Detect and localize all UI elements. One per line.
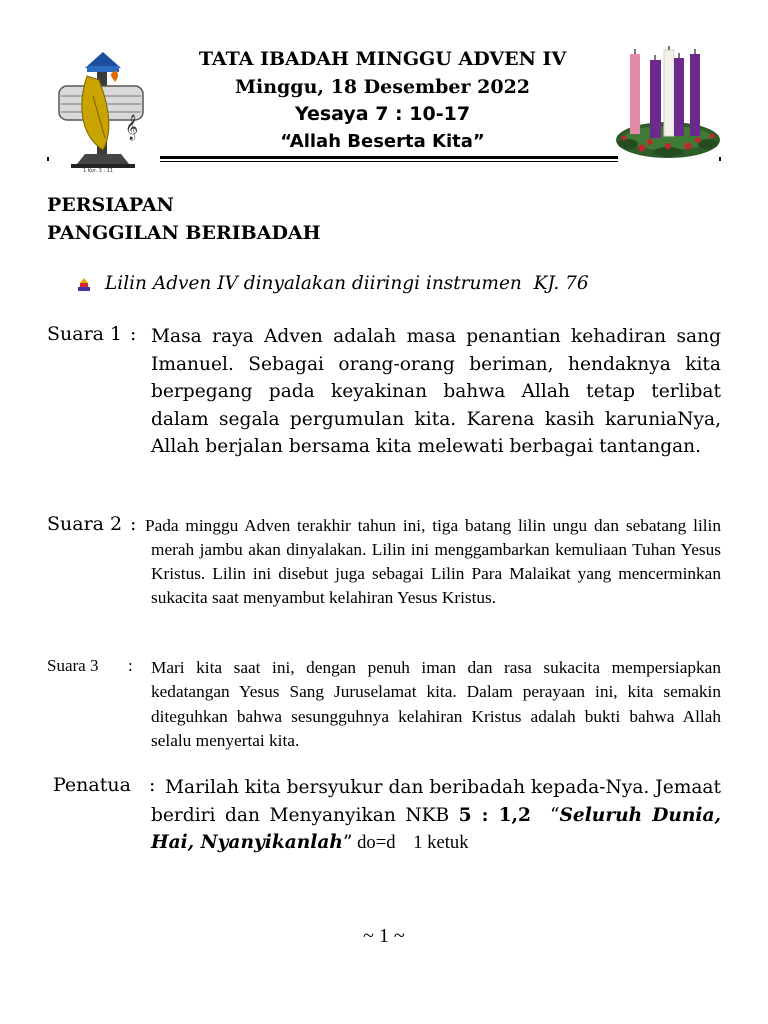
suara-2-colon: : <box>130 513 137 535</box>
section-persiapan: PERSIAPAN <box>47 194 174 216</box>
quote-close: ” <box>342 832 353 853</box>
suara-3-label: Suara 3 <box>47 656 99 675</box>
section-panggilan-beribadah: PANGGILAN BERIBADAH <box>47 222 321 244</box>
song-meter: 1 ketuk <box>413 832 469 853</box>
bullet-item <box>76 273 696 297</box>
logo-caption: 1 Kor. 3 : 11 <box>83 168 114 174</box>
quote-open: “ <box>549 804 560 826</box>
church-logo <box>47 46 159 176</box>
rule-end-left <box>47 157 49 161</box>
page-number: ~ 1 ~ <box>363 925 405 947</box>
penatua-text <box>151 774 721 857</box>
song-title: Seluruh Dunia, Hai, Nyanyikanlah <box>151 804 721 853</box>
bullet-arrow-icon <box>76 277 92 293</box>
header-date: Minggu, 18 Desember 2022 <box>234 76 531 98</box>
advent-wreath-icon <box>614 46 722 162</box>
suara-1-label: Suara 1 <box>47 323 123 345</box>
advent-wreath-image <box>614 46 722 162</box>
suara-3-colon: : <box>128 656 133 675</box>
nkb-number: 5 : 1,2 <box>458 804 531 826</box>
header-rule-thick <box>160 156 618 159</box>
penatua-colon: : <box>149 774 156 796</box>
suara-2-label: Suara 2 <box>47 513 123 535</box>
header-theme: “Allah Beserta Kita” <box>280 131 485 152</box>
bullet-text: Lilin Adven IV dinyalakan diiringi instrumen KJ. 76 <box>105 273 589 294</box>
penatua-instruction: Marilah kita bersyukur dan beribadah kepada-Nya. Jemaat berdiri dan Menyanyikan NKB <box>151 777 721 826</box>
header-title: TATA IBADAH MINGGU ADVEN IV <box>198 48 567 70</box>
header-rule-thin <box>160 161 618 162</box>
penatua-label: Penatua <box>53 774 131 796</box>
church-logo-icon <box>47 46 159 176</box>
song-key: do=d <box>352 832 396 853</box>
suara-1-colon: : <box>130 323 137 345</box>
header-scripture: Yesaya 7 : 10-17 <box>294 103 471 125</box>
suara-3-text: Mari kita saat ini, dengan penuh iman dan rasa sukacita mempersiapkan kedatangan Yesus Sang Juruselamat kita. Dalam perayaan ini, kita semakin diteguhkan bahwa sesungguhnya kelahiran Kristus adalah bukti bahwa Allah selalu menyertai kita. <box>151 658 721 750</box>
svg-text:𝄞: 𝄞 <box>125 115 139 140</box>
suara-2-text: Pada minggu Adven terakhir tahun ini, tiga batang lilin ungu dan sebatang lilin merah jambu akan dinyalakan. Lilin ini menggambarkan kemuliaan Tuhan Yesus Kristus. Lilin ini disebut juga sebagai Lilin Para Malaikat yang mencerminkan sukacita saat menyambut kelahiran Yesus Kristus. <box>145 516 721 607</box>
suara-1-text: Masa raya Adven adalah masa penantian kehadiran sang Imanuel. Sebagai orang-orang beriman, hendaknya kita berpegang pada keyakinan bahwa Allah tetap terlibat dalam segala pergumulan kita. Karena kasih karuniaNya, Allah berjalan bersama kita melewati berbagai tantangan. <box>151 326 721 457</box>
